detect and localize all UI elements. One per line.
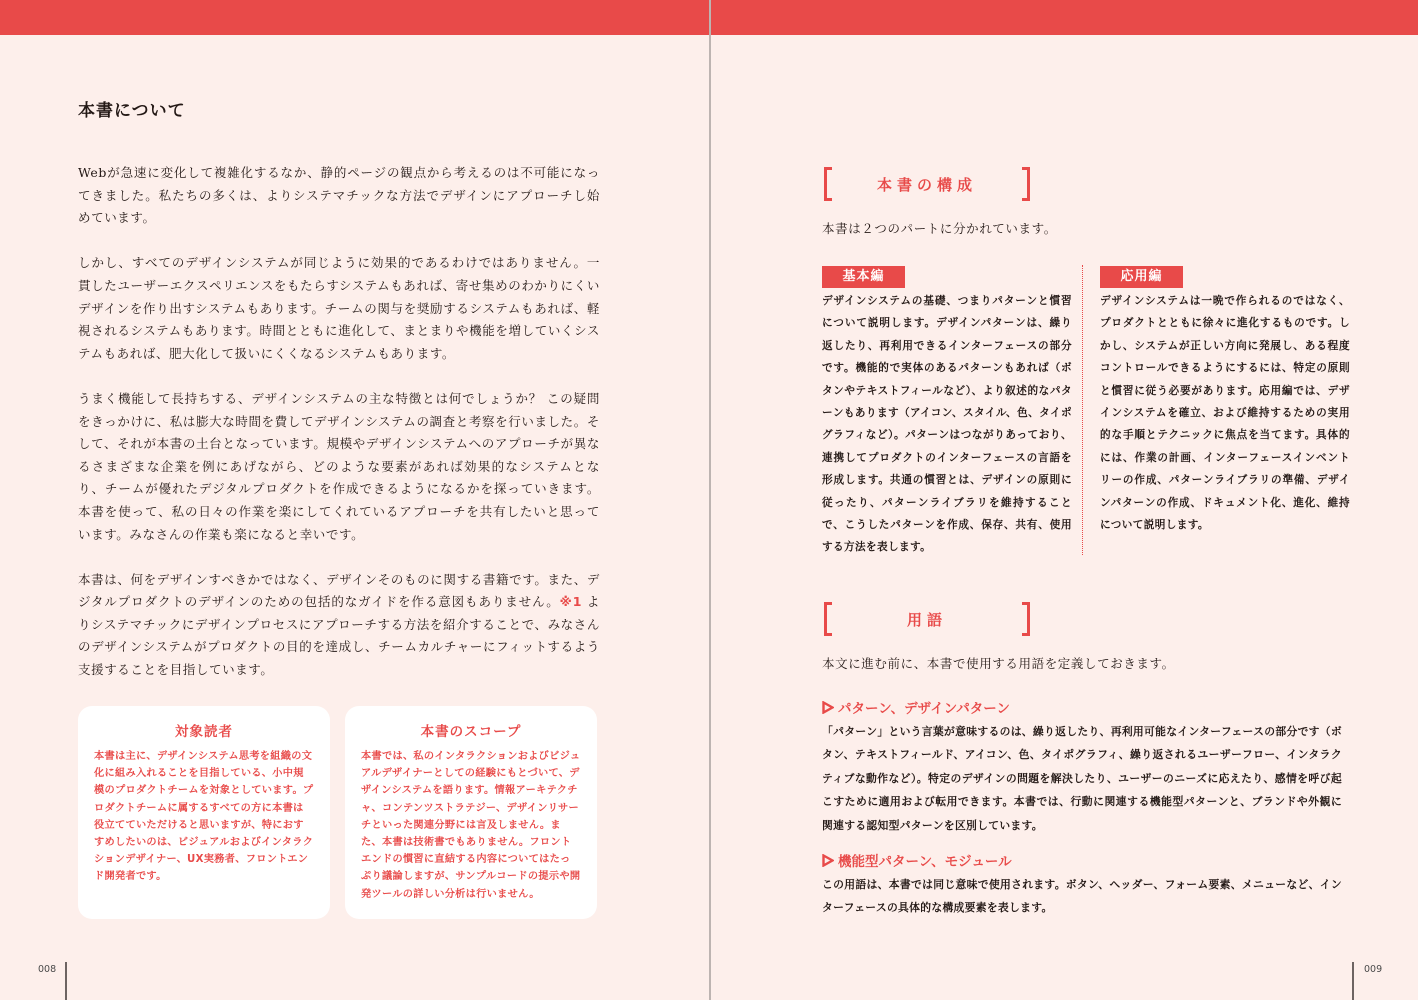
part-body: デザインシステムは一晩で作られるのではなく、プロダクトとともに徐々に進化するものです。しかし、システムが正しい方向に発展し、ある程度コントロールできるようにするには、特定の原則と慣習に従う必要があります。応用編では、デザインシステムを確立、および維持するための実用的な手順とテクニックに焦点を当てます。具体的には、作業の計画、インターフェースインベントリーの作成、パターンライブラリの準備、デザインパターンの作成、ドキュメント化、進化、維持について説明します。 xyxy=(1100,295,1350,532)
book-spine-divider xyxy=(709,0,711,1000)
term-heading xyxy=(822,850,1342,870)
glossary-heading xyxy=(824,602,1030,636)
folio-rule-right xyxy=(1352,962,1354,1000)
part-basic xyxy=(822,265,1072,559)
right-bracket-icon xyxy=(1022,167,1030,201)
dotted-divider xyxy=(1082,265,1083,555)
part-body: デザインシステムの基礎、つまりパターンと慣習について説明します。デザインパターンは、繰り返したり、再利用できるインターフェースの部分です。機能的で実体のあるパターンもあれば（ボタンやテキストフィールなど）、より叙述的なパターンもあります（アイコン、スタイル、色、タイポグラフィなど）。パターンはつながりあっており、連携してプロダクトのインターフェースの言語を形成します。共通の慣習とは、デザインの原則に従ったり、パターンライブラリを維持することで、こうしたパターンを作成、保存、共有、使用する方法を表します。 xyxy=(822,295,1072,554)
scope-card xyxy=(345,706,597,919)
glossary-term xyxy=(822,697,1342,837)
play-triangle-icon xyxy=(822,701,834,714)
play-triangle-icon xyxy=(822,854,834,867)
card-title: 対象読者 xyxy=(175,724,233,740)
part-tag: 基本編 xyxy=(822,266,905,288)
term-label: パターン、デザインパターン xyxy=(838,701,1010,717)
top-color-bar-left xyxy=(0,0,709,35)
structure-lead: 本書は２つのパートに分かれています。 xyxy=(822,221,1057,236)
top-color-bar-right xyxy=(711,0,1418,35)
glossary-term xyxy=(822,850,1342,920)
folio-rule-left xyxy=(65,962,67,1000)
section-heading-label: 本書の構成 xyxy=(876,176,977,194)
intro-body xyxy=(78,162,600,704)
intro-paragraph xyxy=(78,569,600,682)
page-number-left: 008 xyxy=(38,964,57,975)
glossary-lead: 本文に進む前に、本書で使用する用語を定義しておきます。 xyxy=(822,656,1175,671)
card-title: 本書のスコープ xyxy=(420,724,522,740)
part-tag: 応用編 xyxy=(1100,266,1183,288)
term-heading xyxy=(822,697,1342,717)
term-definition: 「パターン」という言葉が意味するのは、繰り返したり、再利用可能なインターフェースの部分です（ボタン、テキストフィールド、アイコン、色、タイポグラフィ、繰り返されるユーザーフロー、インタラクティブな動作など）。特定のデザインの問題を解決したり、ユーザーのニーズに応えたり、感情を呼び起こすために適用および転用できます。本書では、行動に関連する機能型パターンと、ブランドや外観に関連する認知型パターンを区別しています。 xyxy=(822,725,1342,832)
section-heading-label: 用語 xyxy=(906,611,947,629)
term-label: 機能型パターン、モジュール xyxy=(838,854,1012,870)
page-title: 本書について xyxy=(78,101,186,121)
intro-paragraph: Webが急速に変化して複雑化するなか、静的ページの観点から考えるのは不可能になってきました。私たちの多くは、よりシステマチックな方法でデザインにアプローチし始めています。 xyxy=(78,165,600,226)
intro-paragraph: うまく機能して長持ちする、デザインシステムの主な特徴とは何でしょうか？ この疑問をきっかけに、私は膨大な時間を費してデザインシステムの調査と考察を行いました。そして、それが本書の土台となっています。規模やデザインシステムへのアプローチが異なるさまざまな企業を例にあげながら、どのような要素があれば効果的なシステムとなり、チームが優れたデジタルプロダクトを作成できるようになるかを探っていきます。本書を使って、私の日々の作業を楽にしてくれているアプローチを共有したいと思っています。みなさんの作業も楽になると幸いです。 xyxy=(78,390,600,542)
intro-paragraph: しかし、すべてのデザインシステムが同じように効果的であるわけではありません。一貫したユーザーエクスペリエンスをもたらすシステムもあれば、寄せ集めのわかりにくいデザインを作り出すシステムもあります。チームの関与を奨励するシステムもあれば、軽視されるシステムもあります。時間とともに進化して、まとまりや機能を増していくシステムもあれば、肥大化して扱いにくくなるシステムもあります。 xyxy=(78,255,600,361)
footnote-reference[interactable]: ※1 xyxy=(559,594,582,610)
structure-heading xyxy=(824,167,1030,201)
part-advanced xyxy=(1100,265,1350,536)
card-body: 本書は主に、デザインシステム思考を組織の文化に組み入れることを目指している、小中規模のプロダクトチームを対象としています。プロダクトチームに属するすべての方に本書は役立てていただけると思いますが、特におすすめしたいのは、ビジュアルおよびインタラクションデザイナー、UX実務者、フロントエンド開発者です。 xyxy=(94,751,314,883)
page-number-right: 009 xyxy=(1364,964,1383,975)
term-definition: この用語は、本書では同じ意味で使用されます。ボタン、ヘッダー、フォーム要素、メニューなど、インターフェースの具体的な構成要素を表します。 xyxy=(822,878,1342,915)
intro-paragraph-text: よりシステマチックにデザインプロセスにアプローチする方法を紹介することで、みなさんのデザインシステムがプロダクトの目的を達成し、チームカルチャーにフィットするよう支援することを目指しています。 xyxy=(78,594,600,678)
audience-card xyxy=(78,706,330,919)
right-bracket-icon xyxy=(1022,602,1030,636)
intro-paragraph-text: 本書は、何をデザインすべきかではなく、デザインそのものに関する書籍です。また、デジタルプロダクトのデザインのための包括的なガイドを作る意図もありません。 xyxy=(78,571,600,610)
card-body: 本書では、私のインタラクションおよびビジュアルデザイナーとしての経験にもとづいて、デザインシステムを語ります。情報アーキテクチャ、コンテンツストラテジー、デザインリサーチといった関連分野には言及しません。また、本書は技術書でもありません。フロントエンドの慣習に直結する内容についてはたっぷり議論しますが、サンプルコードの提示や開発ツールの詳しい分析は行いません。 xyxy=(361,751,581,900)
